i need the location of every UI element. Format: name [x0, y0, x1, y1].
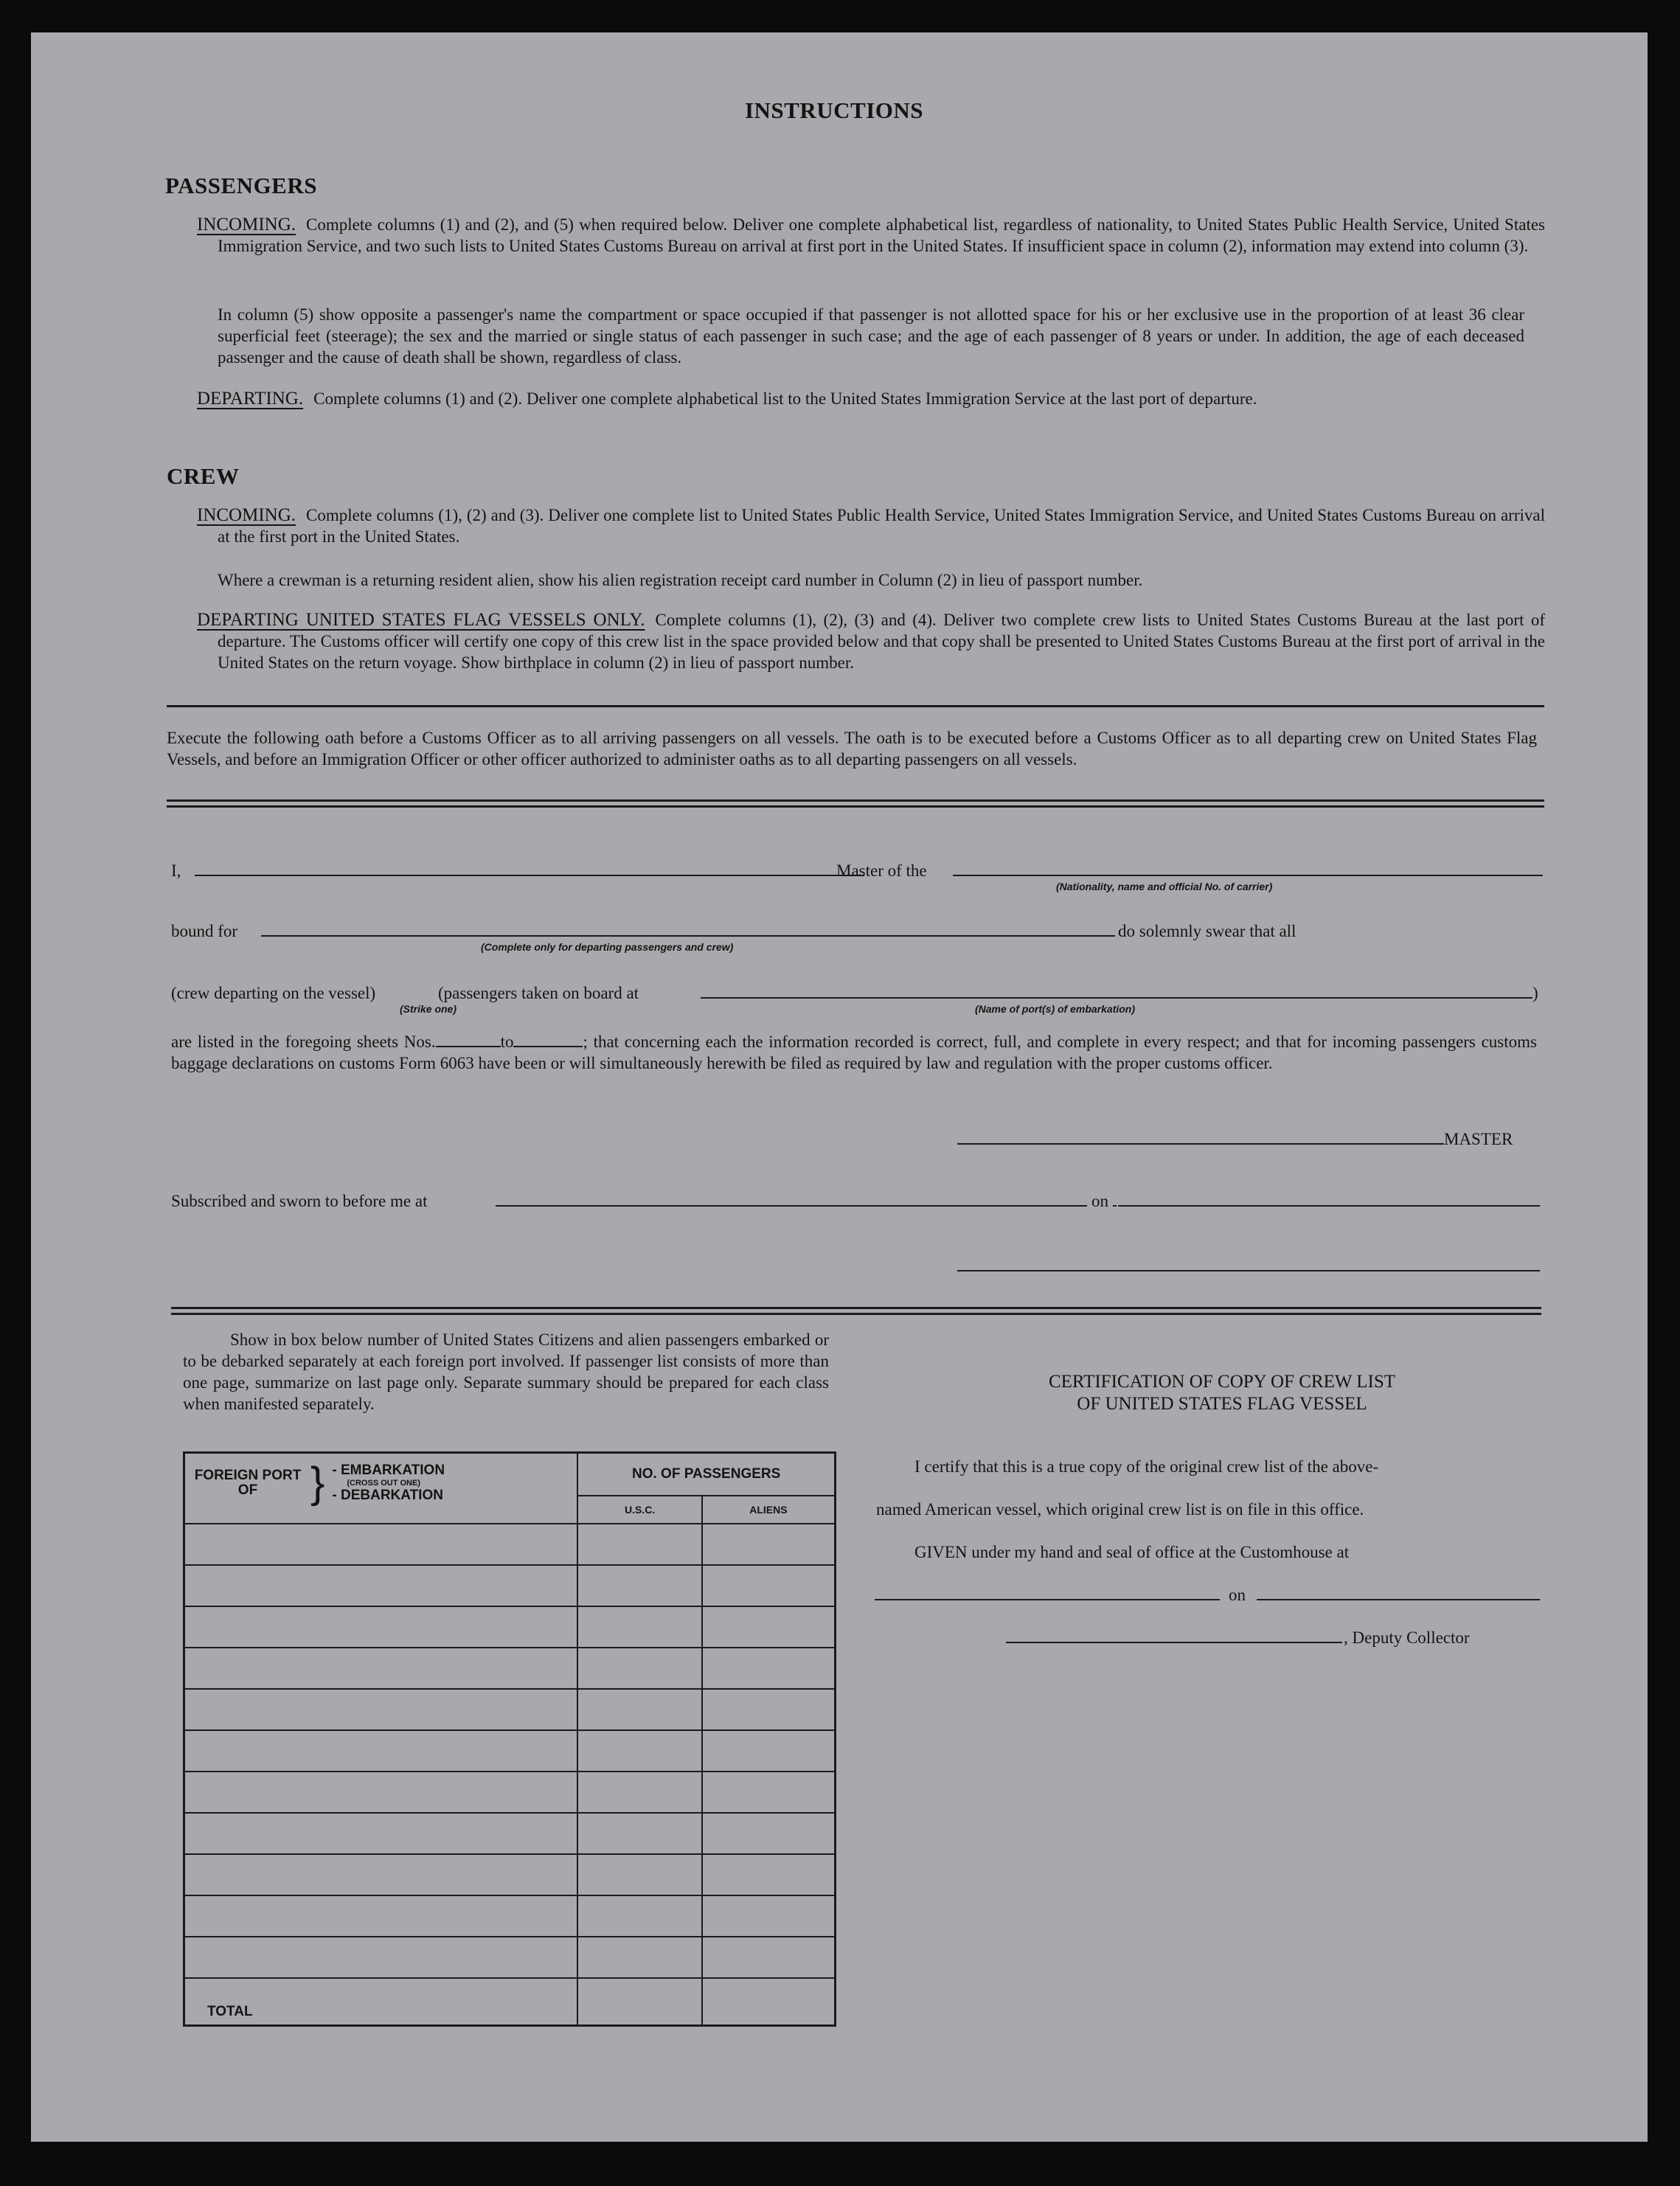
ports-caption: (Name of port(s) of embarkation) [975, 1003, 1136, 1015]
cross-out-caption: (CROSS OUT ONE) [347, 1479, 420, 1488]
summary-cell-port[interactable] [184, 1565, 578, 1606]
listed-text-1: are listed in the foregoing sheets Nos. [171, 1033, 436, 1051]
summary-cell-port[interactable] [184, 1730, 578, 1772]
table-row [184, 1813, 836, 1854]
customhouse-field[interactable] [875, 1599, 1220, 1600]
summary-cell-aliens[interactable] [702, 1606, 836, 1648]
sworn-date-field[interactable] [1118, 1205, 1540, 1207]
summary-rows [184, 1524, 836, 1978]
certification-heading-1: CERTIFICATION OF COPY OF CREW LIST [1048, 1372, 1396, 1392]
summary-cell-usc[interactable] [577, 1937, 702, 1978]
summary-cell-usc[interactable] [577, 1895, 702, 1937]
summary-cell-port[interactable] [184, 1648, 578, 1689]
summary-cell-port[interactable] [184, 1813, 578, 1854]
passengers-taken-option[interactable]: (passengers taken on board at [438, 984, 639, 1002]
summary-cell-usc[interactable] [577, 1606, 702, 1648]
oath-i-label: I, [171, 861, 181, 880]
passengers-departing-paragraph [197, 388, 1545, 409]
passengers-departing-text: Complete columns (1) and (2). Deliver one complete alphabetical list to the United States Immigration Service at the last port of departure. [313, 389, 1257, 408]
table-row [184, 1606, 836, 1648]
passengers-heading: PASSENGERS [165, 173, 317, 198]
crew-departing-paragraph [197, 609, 1545, 673]
bound-for-label: bound for [171, 922, 238, 940]
summary-cell-usc[interactable] [577, 1772, 702, 1813]
summary-cell-aliens[interactable] [702, 1813, 836, 1854]
divider-rule [171, 1313, 1541, 1315]
summary-cell-port[interactable] [184, 1937, 578, 1978]
debarkation-option[interactable]: - DEBARKATION [332, 1488, 443, 1503]
close-paren: ) [1533, 984, 1538, 1002]
subscribed-label: Subscribed and sworn to before me at [171, 1192, 428, 1210]
usc-header: U.S.C. [577, 1496, 702, 1524]
master-of-the-label: Master of the [836, 861, 927, 880]
listed-paragraph [171, 1031, 1537, 1074]
summary-cell-port[interactable] [184, 1689, 578, 1730]
crew-incoming-lead: INCOMING. [197, 505, 296, 525]
summary-cell-port[interactable] [184, 1524, 578, 1565]
sheet-from-field[interactable] [436, 1033, 501, 1047]
summary-cell-aliens[interactable] [702, 1648, 836, 1689]
nationality-caption: (Nationality, name and official No. of carrier) [1056, 881, 1273, 892]
master-name-field[interactable] [195, 875, 864, 876]
table-row [184, 1648, 836, 1689]
table-row [184, 1854, 836, 1895]
sworn-place-field[interactable] [496, 1205, 1117, 1207]
summary-cell-usc[interactable] [577, 1565, 702, 1606]
table-row [184, 1524, 836, 1565]
summary-cell-aliens[interactable] [702, 1730, 836, 1772]
summary-cell-port[interactable] [184, 1606, 578, 1648]
brace-icon: } [310, 1459, 325, 1507]
table-row [184, 1565, 836, 1606]
crew-heading: CREW [167, 463, 240, 489]
listed-text-2: ; that concerning each the information recorded is correct, full, and complete in every respect; and that for incoming passengers customs baggage declarations on customs Form 6063 have been or will simultaneously herewith be filed as required by law and regulation with the proper customs officer. [171, 1033, 1537, 1072]
do-solemnly-label: do solemnly swear that all [1115, 922, 1296, 941]
divider-rule [167, 705, 1544, 707]
summary-cell-aliens[interactable] [702, 1854, 836, 1895]
table-row [184, 1730, 836, 1772]
table-row [184, 1772, 836, 1813]
port-header-cell [184, 1453, 578, 1524]
sheet-to-field[interactable] [513, 1033, 583, 1047]
crew-resident-paragraph: Where a crewman is a returning resident alien, show his alien registration receipt card number in Column (2) in lieu of passport number. [218, 571, 1143, 589]
passengers-incoming-paragraph [197, 214, 1545, 257]
summary-cell-port[interactable] [184, 1854, 578, 1895]
embarkation-option[interactable]: - EMBARKATION [332, 1462, 445, 1478]
summary-cell-aliens[interactable] [702, 1689, 836, 1730]
foreign-port-header: FOREIGN PORT OF [194, 1468, 302, 1498]
summary-instructions: Show in box below number of United States Citizens and alien passengers embarked or to be debarked separately at each foreign port involved. If passenger list consists of more than one page, summarize on last page only. Separate summary should be prepared for each class when manifested separately. [183, 1330, 829, 1413]
passenger-summary-table [183, 1451, 836, 2027]
certification-heading-2: OF UNITED STATES FLAG VESSEL [1077, 1394, 1367, 1414]
crew-incoming-text: Complete columns (1), (2) and (3). Deliver one complete list to United States Public Health Service, United States Immigration Service, and United States Customs Bureau on arrival at the first port in the United States. [218, 506, 1545, 546]
crew-departing-lead: DEPARTING UNITED STATES FLAG VESSELS ONLY. [197, 610, 645, 630]
master-signature-field[interactable] [957, 1143, 1444, 1145]
bound-for-field[interactable] [261, 935, 836, 937]
deputy-collector-label: , Deputy Collector [1344, 1628, 1470, 1647]
table-row [184, 1689, 836, 1730]
summary-cell-aliens[interactable] [702, 1565, 836, 1606]
table-row [184, 1937, 836, 1978]
summary-cell-aliens[interactable] [702, 1524, 836, 1565]
carrier-field[interactable] [953, 875, 1543, 876]
deputy-signature-field[interactable] [1006, 1642, 1342, 1643]
passengers-incoming-text: Complete columns (1) and (2), and (5) when required below. Deliver one complete alphabetical list, regardless of nationality, to United States Public Health Service, United States Immigration Service, and two such lists to United States Customs Bureau on arrival at first port in the United States. If insufficient space in column (2), information may extend into column (3). [218, 215, 1545, 255]
summary-cell-aliens[interactable] [702, 1772, 836, 1813]
total-label: TOTAL [184, 1978, 578, 2026]
certification-on-label: on [1229, 1586, 1246, 1604]
document-page [31, 32, 1648, 2142]
summary-cell-usc[interactable] [577, 1648, 702, 1689]
divider-rule [167, 799, 1544, 802]
summary-cell-usc[interactable] [577, 1730, 702, 1772]
summary-cell-aliens[interactable] [702, 1937, 836, 1978]
summary-cell-usc[interactable] [577, 1813, 702, 1854]
total-aliens-cell[interactable] [702, 1978, 836, 2026]
summary-cell-port[interactable] [184, 1772, 578, 1813]
bound-for-field-2[interactable] [836, 935, 1145, 937]
ports-embarkation-field[interactable] [701, 997, 1533, 999]
crew-departing-text: Complete columns (1), (2), (3) and (4). Deliver two complete crew lists to United States Customs Bureau at the last port of departure. The Customs officer will certify one copy of this crew list in the space provided below and that copy shall be presented to United States Customs Bureau at the first port of arrival in the United States on the return voyage. Show birthplace in column (2) in lieu of passport number. [218, 611, 1545, 672]
crew-departing-option[interactable]: (crew departing on the vessel) [171, 984, 376, 1002]
officer-signature-field[interactable] [957, 1270, 1540, 1271]
oath-instruction: Execute the following oath before a Customs Officer as to all arriving passengers on all vessels. The oath is to be executed before a Customs Officer as to all departing crew on United States Flag Vessels, and before an Immigration Officer or other officer authorized to administer oaths as to all departing passengers on all vessels. [167, 729, 1537, 768]
passengers-departing-lead: DEPARTING. [197, 389, 304, 409]
divider-rule [171, 1307, 1541, 1309]
passengers-column5-paragraph: In column (5) show opposite a passenger's name the compartment or space occupied if that passenger is not allotted space for his or her exclusive use in the proportion of at least 36 clear superficial feet (steerage); the sex and the married or single status of each passenger in such case; and the age of each passenger of 8 years or under. In addition, the age of each deceased passenger and the cause of death shall be shown, regardless of class. [218, 305, 1524, 367]
passengers-incoming-lead: INCOMING. [197, 215, 296, 235]
passengers-header: NO. OF PASSENGERS [577, 1453, 835, 1496]
table-row [184, 1895, 836, 1937]
summary-cell-port[interactable] [184, 1895, 578, 1937]
aliens-header: ALIENS [702, 1496, 836, 1524]
summary-cell-usc[interactable] [577, 1524, 702, 1565]
complete-only-caption: (Complete only for departing passengers and crew) [481, 941, 734, 953]
summary-cell-aliens[interactable] [702, 1895, 836, 1937]
crew-incoming-paragraph [197, 504, 1545, 547]
page-title: INSTRUCTIONS [744, 97, 923, 123]
strike-one-caption: (Strike one) [400, 1003, 457, 1015]
certification-date-field[interactable] [1257, 1599, 1540, 1600]
summary-cell-usc[interactable] [577, 1854, 702, 1895]
divider-rule [167, 805, 1544, 808]
total-usc-cell[interactable] [577, 1978, 702, 2026]
certification-line-1: I certify that this is a true copy of the original crew list of the above- [914, 1457, 1379, 1476]
sworn-on-label: on [1087, 1192, 1113, 1211]
summary-cell-usc[interactable] [577, 1689, 702, 1730]
master-label: MASTER [1444, 1130, 1513, 1148]
certification-line-2: named American vessel, which original crew list is on file in this office. [876, 1500, 1364, 1519]
to-label: to [500, 1033, 514, 1051]
certification-line-3: GIVEN under my hand and seal of office at the Customhouse at [914, 1543, 1350, 1561]
total-row [184, 1978, 836, 2026]
